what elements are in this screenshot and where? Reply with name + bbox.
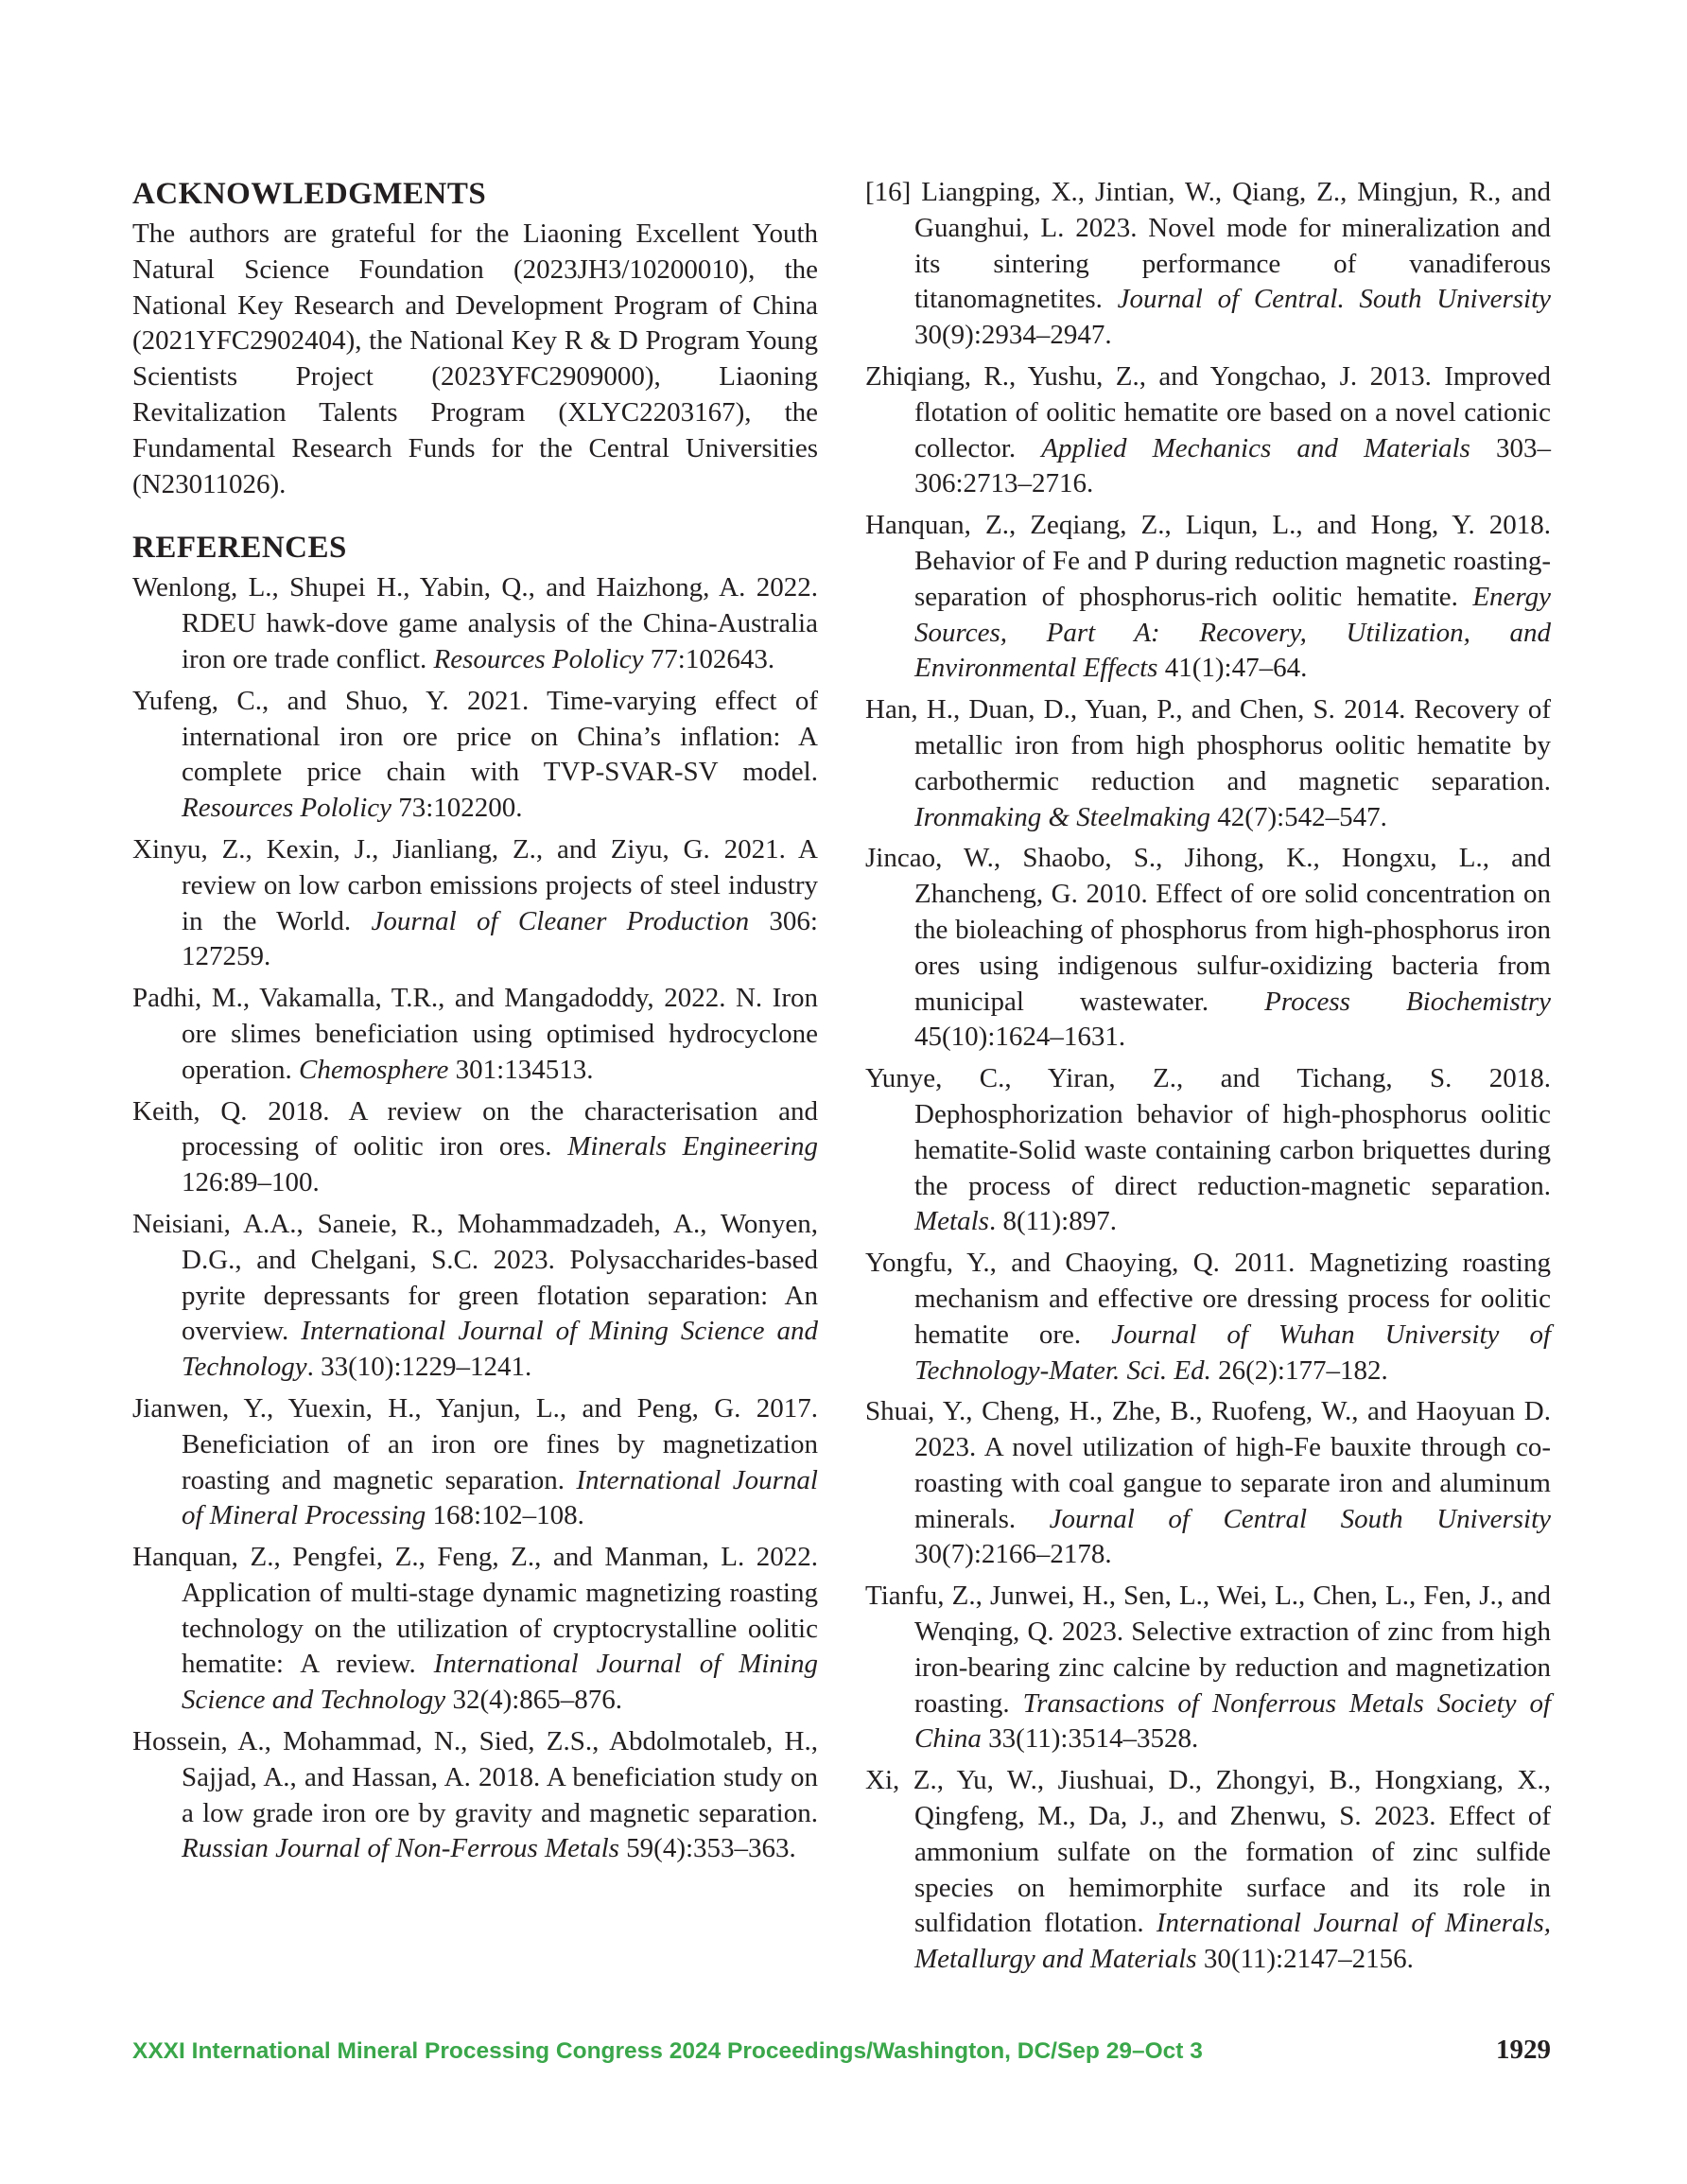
reference-item bbox=[865, 1246, 1551, 1389]
reference-text: Jianwen, Y., Yuexin, H., Yanjun, L., and Peng, G. 2017. Beneficiation of an iron ore fines by magnetization roasting and magnetic separation. bbox=[132, 1392, 818, 1495]
reference-text: Keith, Q. 2018. A review on the characterisation and processing of oolitic iron ores. bbox=[132, 1095, 818, 1162]
acknowledgments-text: The authors are grateful for the Liaoning Excellent Youth Natural Science Foundation (2023JH3/10200010), the National Key Research and Development Program of China (2021YFC2902404), the National Key R & D Program Young Scientists Project (2023YFC2909000), Liaoning Revitalization Talents Program (XLYC2203167), the Fundamental Research Funds for the Central Universities (N23011026). bbox=[132, 218, 818, 499]
reference-text: Neisiani, A.A., Saneie, R., Mohammadzadeh, A., Wonyen, D.G., and Chelgani, S.C. 2023. Polysaccharides-based pyrite depressants for green flotation separation: An overview. bbox=[132, 1208, 818, 1347]
reference-journal: Process Biochemistry bbox=[1264, 986, 1551, 1017]
reference-details: 168:102–108. bbox=[426, 1500, 584, 1531]
reference-details: 30(7):2166–2178. bbox=[914, 1539, 1112, 1570]
acknowledgments-heading: ACKNOWLEDGMENTS bbox=[132, 177, 487, 211]
reference-journal: Applied Mechanics and Materials bbox=[1041, 432, 1470, 463]
reference-details: . 8(11):897. bbox=[988, 1206, 1117, 1237]
reference-item bbox=[865, 841, 1551, 1056]
reference-details: 306: 127259. bbox=[182, 905, 818, 972]
reference-item bbox=[865, 175, 1551, 354]
reference-text: Shuai, Y., Cheng, H., Zhe, B., Ruofeng, W., and Haoyuan D. 2023. A novel utilization of high-Fe bauxite through co-roasting with coal gangue to separate iron and aluminum minerals. bbox=[865, 1396, 1551, 1534]
reference-details: 30(9):2934–2947. bbox=[914, 320, 1112, 351]
reference-journal: International Journal of Mining Science and Technology bbox=[182, 1649, 818, 1716]
references-list-right bbox=[865, 175, 1551, 1978]
reference-journal: Resources Pololicy bbox=[182, 793, 391, 824]
reference-journal: Energy Sources, Part A: Recovery, Utilization, and Environmental Effects bbox=[914, 581, 1551, 684]
left-column bbox=[132, 175, 818, 1873]
reference-details: 59(4):353–363. bbox=[618, 1833, 796, 1864]
reference-text: Hossein, A., Mohammad, N., Sied, Z.S., Abdolmotaleb, H., Sajjad, A., and Hassan, A. 2018. A beneficiation study on a low grade iron ore by gravity and magnetic separation. bbox=[132, 1726, 818, 1828]
reference-journal: Journal of Central South University bbox=[1049, 1503, 1551, 1534]
reference-item bbox=[865, 1061, 1551, 1240]
reference-item bbox=[865, 1579, 1551, 1757]
right-column bbox=[865, 175, 1551, 1983]
reference-text: Hanquan, Z., Zeqiang, Z., Liqun, L., and Hong, Y. 2018. Behavior of Fe and P during reduction magnetic roasting-separation of phosphorus-rich oolitic hematite. bbox=[865, 510, 1551, 612]
reference-journal: Chemosphere bbox=[299, 1054, 449, 1085]
reference-details: 301:134513. bbox=[448, 1054, 594, 1085]
page-number: 1929 bbox=[1496, 2035, 1551, 2065]
reference-item bbox=[132, 1391, 818, 1534]
reference-text: Xi, Z., Yu, W., Jiushuai, D., Zhongyi, B., Hongxiang, X., Qingfeng, M., Da, J., and Zhenwu, S. 2023. Effect of ammonium sulfate on the formation of zinc sulfide species on hemimorphite surface and its role in sulfidation flotation. bbox=[865, 1765, 1551, 1939]
reference-item bbox=[132, 1207, 818, 1386]
reference-text: Hanquan, Z., Pengfei, Z., Feng, Z., and Manman, L. 2022. Application of multi-stage dynamic magnetizing roasting technology on the utilization of cryptocrystalline oolitic hematite: A review. bbox=[132, 1542, 818, 1680]
reference-text: Xinyu, Z., Kexin, J., Jianliang, Z., and Ziyu, G. 2021. A review on low carbon emissions projects of steel industry in the World. bbox=[132, 833, 818, 936]
reference-text: Wenlong, L., Shupei H., Yabin, Q., and Haizhong, A. 2022. RDEU hawk-dove game analysis of the China-Australia iron ore trade conflict. bbox=[132, 572, 818, 674]
reference-details: 32(4):865–876. bbox=[445, 1685, 623, 1716]
reference-text: Yufeng, C., and Shuo, Y. 2021. Time-varying effect of international iron ore price on China’s inflation: A complete price chain with TVP-SVAR-SV model. bbox=[132, 685, 818, 788]
reference-text: Zhiqiang, R., Yushu, Z., and Yongchao, J. 2013. Improved flotation of oolitic hematite ore based on a novel cationic collector. bbox=[865, 360, 1551, 463]
reference-text: Padhi, M., Vakamalla, T.R., and Mangadoddy, 2022. N. Iron ore slimes beneficiation using optimised hydrocyclone operation. bbox=[132, 983, 818, 1085]
reference-journal: Metals bbox=[914, 1206, 989, 1237]
reference-journal: International Journal of Mineral Processing bbox=[182, 1464, 818, 1531]
reference-details: 303–306:2713–2716. bbox=[914, 432, 1552, 499]
reference-journal: Transactions of Nonferrous Metals Society of China bbox=[914, 1687, 1551, 1755]
reference-item bbox=[865, 692, 1551, 835]
reference-item bbox=[132, 832, 818, 975]
references-list-left bbox=[132, 570, 818, 1867]
reference-details: 26(2):177–182. bbox=[1210, 1354, 1388, 1386]
reference-details: 41(1):47–64. bbox=[1157, 653, 1308, 684]
reference-item bbox=[132, 1724, 818, 1867]
reference-journal: Ironmaking & Steelmaking bbox=[914, 801, 1211, 832]
reference-journal: Journal of Cleaner Production bbox=[371, 905, 750, 936]
reference-details: . 33(10):1229–1241. bbox=[306, 1352, 532, 1383]
footer-conference-text: XXXI International Mineral Processing Congress 2024 Proceedings/Washington, DC/Sep 29–Oct 3 bbox=[132, 2038, 1203, 2064]
reference-details: 77:102643. bbox=[643, 643, 775, 674]
reference-text: Han, H., Duan, D., Yuan, P., and Chen, S. 2014. Recovery of metallic iron from high phosphorus oolitic hematite by carbothermic reduction and magnetic separation. bbox=[865, 694, 1551, 796]
reference-journal: International Journal of Minerals, Metallurgy and Materials bbox=[914, 1908, 1552, 1975]
reference-journal: International Journal of Mining Science and Technology bbox=[182, 1316, 818, 1383]
reference-item bbox=[865, 1394, 1551, 1573]
references-heading: REFERENCES bbox=[132, 531, 347, 566]
reference-details: 33(11):3514–3528. bbox=[981, 1723, 1199, 1755]
reference-item bbox=[132, 1540, 818, 1719]
reference-text: Yunye, C., Yiran, Z., and Tichang, S. 2018. Dephosphorization behavior of high-phosphorus oolitic hematite-Solid waste containing carbon briquettes during the process of direct reduction-magnetic separation. bbox=[865, 1063, 1551, 1201]
reference-item bbox=[132, 570, 818, 677]
reference-details: 45(10):1624–1631. bbox=[914, 1022, 1126, 1053]
reference-journal: Journal of Wuhan University of Technology-Mater. Sci. Ed. bbox=[914, 1319, 1551, 1386]
reference-details: 30(11):2147–2156. bbox=[1196, 1944, 1414, 1975]
reference-journal: Resources Pololicy bbox=[433, 643, 644, 674]
reference-journal: Russian Journal of Non-Ferrous Metals bbox=[182, 1833, 619, 1864]
reference-journal: Journal of Central. South University bbox=[1117, 284, 1551, 315]
reference-journal: Minerals Engineering bbox=[567, 1131, 818, 1162]
reference-item bbox=[132, 684, 818, 827]
reference-item bbox=[132, 1094, 818, 1201]
page-footer bbox=[132, 2035, 1551, 2076]
reference-text: [16] Liangping, X., Jintian, W., Qiang, Z., Mingjun, R., and Guanghui, L. 2023. Novel mode for mineralization and its sintering performance of vanadiferous titanomagnetites. bbox=[865, 177, 1551, 315]
reference-item bbox=[132, 981, 818, 1088]
reference-item bbox=[865, 359, 1551, 502]
reference-details: 126:89–100. bbox=[182, 1167, 320, 1198]
reference-details: 42(7):542–547. bbox=[1210, 801, 1387, 832]
reference-item bbox=[865, 508, 1551, 687]
reference-text: Jincao, W., Shaobo, S., Jihong, K., Hongxu, L., and Zhancheng, G. 2010. Effect of ore solid concentration on the bioleaching of phosphorus from high-phosphorus iron ores using indigenous sulfur-oxidizing bacteria from municipal wastewater. bbox=[865, 843, 1551, 1017]
reference-text: Yongfu, Y., and Chaoying, Q. 2011. Magnetizing roasting mechanism and effective ore dressing process for oolitic hematite ore. bbox=[865, 1248, 1551, 1350]
reference-details: 73:102200. bbox=[391, 793, 523, 824]
reference-item bbox=[865, 1763, 1551, 1978]
reference-text: Tianfu, Z., Junwei, H., Sen, L., Wei, L., Chen, L., Fen, J., and Wenqing, Q. 2023. Selective extraction of zinc from high iron-bearing zinc calcine by reduction and magnetization roasting. bbox=[865, 1581, 1551, 1719]
